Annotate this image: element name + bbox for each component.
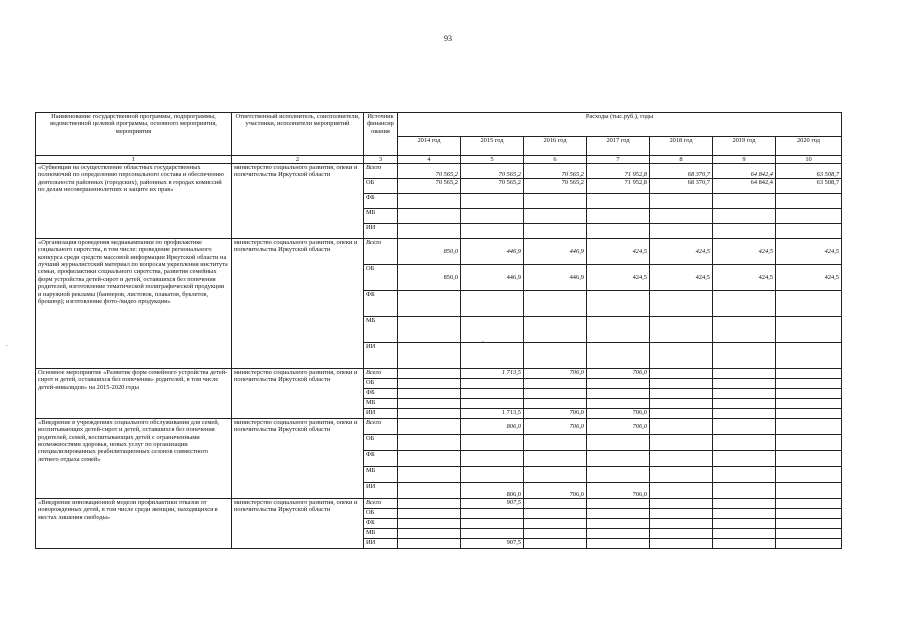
value-cell: [713, 467, 776, 483]
source-cell: Всего: [364, 239, 398, 265]
value-cell: [713, 343, 776, 369]
value-cell: [398, 209, 461, 224]
value-cell: [650, 529, 713, 539]
value-cell: [461, 435, 524, 451]
value-cell: [398, 389, 461, 399]
value-cell: 446,9: [461, 265, 524, 291]
column-number: 6: [524, 156, 587, 164]
value-cell: [461, 209, 524, 224]
header-year: 2014 год: [398, 137, 461, 156]
value-cell: [398, 419, 461, 435]
value-cell: [713, 369, 776, 379]
column-number: 9: [713, 156, 776, 164]
value-cell: [713, 509, 776, 519]
value-cell: [398, 409, 461, 419]
value-cell: [587, 389, 650, 399]
value-cell: 1 713,5: [461, 409, 524, 419]
value-cell: [398, 369, 461, 379]
block-executor: министерство социального развития, опеки и попечительства Иркутской области: [232, 419, 364, 499]
block-name: «Организация проведения медиакампании по профилактике социального сиротства, в том числе: проведение регионального конкурса среди средств массовой информации Иркутской области на лучший журналистский материал по вопросам укрепления института семьи, профилактики социального сиротства, развития семейных форм устройства детей-сирот и детей, оставшихся без попечения родителей, изготовление тематической полиграфической продукции и наружной рекламы (баннеров, листовок, плакатов, буклетов, брошюр); изготовление фото-/видео продукции»: [36, 239, 232, 369]
column-number: 7: [587, 156, 650, 164]
value-cell: 706,0: [587, 419, 650, 435]
value-cell: 70 565,2: [461, 179, 524, 194]
value-cell: [524, 209, 587, 224]
value-cell: [398, 291, 461, 317]
value-cell: [398, 435, 461, 451]
source-cell: ОБ: [364, 435, 398, 451]
value-cell: [587, 539, 650, 549]
value-cell: [398, 451, 461, 467]
value-cell: 446,9: [461, 239, 524, 265]
value-cell: 706,0: [587, 483, 650, 499]
value-cell: 68 370,7: [650, 179, 713, 194]
value-cell: [398, 467, 461, 483]
source-cell: ФБ: [364, 194, 398, 209]
value-cell: [776, 467, 842, 483]
value-cell: [776, 519, 842, 529]
block-name: «Внедрение в учреждениях социального обслуживания для семей, воспитывающих детей-сирот и детей, оставшихся без попечения родителей, семей, воспитывающих детей с ограниченными возможностями здоровья, новых услуг по организации специализированных реабилитационных сезонов совместного летнего отдыха семей»: [36, 419, 232, 499]
value-cell: [398, 509, 461, 519]
value-cell: 446,9: [524, 265, 587, 291]
header-year: 2016 год: [524, 137, 587, 156]
source-cell: ИИ: [364, 224, 398, 239]
value-cell: [587, 209, 650, 224]
value-cell: [398, 343, 461, 369]
scan-speck: .: [712, 336, 714, 344]
value-cell: [524, 519, 587, 529]
source-cell: МБ: [364, 209, 398, 224]
scan-speck: .: [6, 340, 8, 348]
value-cell: [650, 509, 713, 519]
value-cell: [650, 435, 713, 451]
value-cell: [776, 419, 842, 435]
value-cell: 424,5: [776, 265, 842, 291]
value-cell: [776, 539, 842, 549]
value-cell: [524, 399, 587, 409]
value-cell: 424,5: [650, 265, 713, 291]
value-cell: [524, 435, 587, 451]
value-cell: [713, 409, 776, 419]
value-cell: [461, 509, 524, 519]
value-cell: 71 952,8: [587, 164, 650, 179]
column-number: 5: [461, 156, 524, 164]
value-cell: [524, 529, 587, 539]
value-cell: [461, 467, 524, 483]
source-cell: ФБ: [364, 519, 398, 529]
value-cell: 64 842,4: [713, 179, 776, 194]
value-cell: [713, 529, 776, 539]
value-cell: [713, 519, 776, 529]
scan-speck: .: [482, 336, 484, 344]
header-year: 2020 год: [776, 137, 842, 156]
value-cell: [398, 399, 461, 409]
value-cell: 850,0: [398, 239, 461, 265]
column-number: 10: [776, 156, 842, 164]
block-executor: министерство социального развития, опеки и попечительства Иркутской области: [232, 239, 364, 369]
value-cell: [776, 224, 842, 239]
value-cell: [524, 509, 587, 519]
value-cell: 424,5: [587, 239, 650, 265]
value-cell: [776, 194, 842, 209]
header-expenses: Расходы (тыс.руб.), годы: [398, 113, 842, 137]
block-executor: министерство социального развития, опеки и попечительства Иркутской области: [232, 499, 364, 549]
value-cell: 424,5: [650, 239, 713, 265]
value-cell: 706,0: [524, 483, 587, 499]
value-cell: [524, 467, 587, 483]
value-cell: [461, 529, 524, 539]
value-cell: [713, 499, 776, 509]
column-number: 2: [232, 156, 364, 164]
value-cell: 70 565,2: [524, 179, 587, 194]
value-cell: [713, 399, 776, 409]
value-cell: [461, 291, 524, 317]
source-cell: ОБ: [364, 379, 398, 389]
value-cell: [776, 451, 842, 467]
value-cell: [524, 317, 587, 343]
block-name: «Субвенции на осуществление областных государственных полномочий по определению персонального состава и обеспечению деятельности районных (городских), районных в городах комиссий по делам несовершеннолетних и защите их прав»: [36, 164, 232, 239]
value-cell: 424,5: [776, 239, 842, 265]
value-cell: [713, 539, 776, 549]
value-cell: [461, 194, 524, 209]
value-cell: 70 565,2: [398, 164, 461, 179]
value-cell: [776, 379, 842, 389]
value-cell: [587, 291, 650, 317]
source-cell: ИИ: [364, 343, 398, 369]
value-cell: [650, 379, 713, 389]
value-cell: [776, 409, 842, 419]
value-cell: [776, 209, 842, 224]
value-cell: [650, 317, 713, 343]
value-cell: 850,0: [398, 265, 461, 291]
value-cell: [587, 399, 650, 409]
value-cell: [713, 483, 776, 499]
value-cell: 70 565,2: [461, 164, 524, 179]
value-cell: 706,0: [587, 369, 650, 379]
value-cell: [587, 194, 650, 209]
block-executor: министерство социального развития, опеки и попечительства Иркутской области: [232, 369, 364, 419]
header-executor: Ответственный исполнитель, соисполнители, участники, исполнители мероприятий: [232, 113, 364, 156]
source-cell: ФБ: [364, 291, 398, 317]
value-cell: 68 370,7: [650, 164, 713, 179]
value-cell: [776, 435, 842, 451]
value-cell: 64 842,4: [713, 164, 776, 179]
source-cell: МБ: [364, 399, 398, 409]
value-cell: 424,5: [587, 265, 650, 291]
source-cell: ИИ: [364, 483, 398, 499]
block-name: «Внедрение инновационной модели профилактики отказов от новорожденных детей, в том числе среди женщин, находящихся в местах лишения свободы»: [36, 499, 232, 549]
source-cell: МБ: [364, 317, 398, 343]
block-executor: министерство социального развития, опеки и попечительства Иркутской области: [232, 164, 364, 239]
value-cell: [713, 209, 776, 224]
value-cell: [524, 343, 587, 369]
value-cell: [461, 519, 524, 529]
value-cell: [524, 224, 587, 239]
value-cell: [587, 499, 650, 509]
value-cell: [398, 499, 461, 509]
value-cell: [398, 529, 461, 539]
value-cell: [776, 529, 842, 539]
value-cell: [461, 379, 524, 389]
value-cell: [524, 451, 587, 467]
value-cell: [713, 224, 776, 239]
value-cell: 806,0: [461, 483, 524, 499]
value-cell: [650, 194, 713, 209]
value-cell: 806,0: [461, 419, 524, 435]
value-cell: [650, 389, 713, 399]
source-cell: ИИ: [364, 539, 398, 549]
value-cell: [398, 194, 461, 209]
value-cell: 907,5: [461, 499, 524, 509]
value-cell: [776, 317, 842, 343]
value-cell: [713, 435, 776, 451]
value-cell: [776, 343, 842, 369]
value-cell: [524, 389, 587, 399]
value-cell: [461, 389, 524, 399]
column-number: 3: [364, 156, 398, 164]
block-name: Основное мероприятие «Развитие форм семейного устройства детей-сирот и детей, оставшихся без попечения» родителей, в том числе детей-инвалидов» на 2015-2020 годы: [36, 369, 232, 419]
value-cell: [524, 194, 587, 209]
header-source: Источник финансир ования: [364, 113, 398, 156]
value-cell: [587, 343, 650, 369]
value-cell: 71 952,8: [587, 179, 650, 194]
value-cell: [461, 317, 524, 343]
value-cell: [713, 317, 776, 343]
header-name: Наименование государственной программы, подпрограммы, ведомственной целевой программы, основного мероприятия, мероприятия: [36, 113, 232, 156]
value-cell: [650, 343, 713, 369]
value-cell: 1 713,5: [461, 369, 524, 379]
value-cell: [587, 224, 650, 239]
value-cell: [713, 451, 776, 467]
value-cell: [776, 291, 842, 317]
value-cell: [776, 499, 842, 509]
value-cell: [776, 389, 842, 399]
value-cell: 63 508,7: [776, 164, 842, 179]
value-cell: 907,5: [461, 539, 524, 549]
budget-table: [35, 112, 842, 549]
value-cell: [524, 291, 587, 317]
value-cell: [461, 343, 524, 369]
value-cell: 706,0: [524, 419, 587, 435]
value-cell: [587, 519, 650, 529]
source-cell: ИИ: [364, 409, 398, 419]
value-cell: [650, 399, 713, 409]
value-cell: 63 508,7: [776, 179, 842, 194]
value-cell: [524, 539, 587, 549]
value-cell: [398, 539, 461, 549]
column-number: 4: [398, 156, 461, 164]
value-cell: 706,0: [524, 369, 587, 379]
value-cell: 706,0: [524, 409, 587, 419]
value-cell: [587, 509, 650, 519]
value-cell: [650, 291, 713, 317]
source-cell: ФБ: [364, 451, 398, 467]
value-cell: [650, 451, 713, 467]
value-cell: [713, 379, 776, 389]
source-cell: Всего: [364, 419, 398, 435]
value-cell: [398, 483, 461, 499]
source-cell: Всего: [364, 369, 398, 379]
value-cell: [650, 409, 713, 419]
value-cell: [461, 224, 524, 239]
value-cell: [587, 379, 650, 389]
value-cell: [713, 419, 776, 435]
value-cell: [524, 379, 587, 389]
value-cell: [650, 369, 713, 379]
value-cell: 446,9: [524, 239, 587, 265]
value-cell: [713, 291, 776, 317]
value-cell: [650, 209, 713, 224]
value-cell: [650, 224, 713, 239]
value-cell: [398, 224, 461, 239]
value-cell: [776, 399, 842, 409]
value-cell: [461, 451, 524, 467]
value-cell: [776, 509, 842, 519]
column-number: 1: [36, 156, 232, 164]
value-cell: [650, 467, 713, 483]
value-cell: [776, 369, 842, 379]
value-cell: [587, 435, 650, 451]
value-cell: 70 565,2: [398, 179, 461, 194]
value-cell: [587, 317, 650, 343]
value-cell: 424,5: [713, 239, 776, 265]
value-cell: [650, 499, 713, 509]
header-year: 2017 год: [587, 137, 650, 156]
value-cell: [398, 317, 461, 343]
header-year: 2015 год: [461, 137, 524, 156]
value-cell: 70 565,2: [524, 164, 587, 179]
source-cell: Всего: [364, 164, 398, 179]
source-cell: ОБ: [364, 265, 398, 291]
value-cell: [776, 483, 842, 499]
value-cell: 706,0: [587, 409, 650, 419]
value-cell: [587, 451, 650, 467]
value-cell: [398, 379, 461, 389]
header-year: 2019 год: [713, 137, 776, 156]
value-cell: [650, 519, 713, 529]
value-cell: [461, 399, 524, 409]
header-year: 2018 год: [650, 137, 713, 156]
column-number: 8: [650, 156, 713, 164]
value-cell: [587, 529, 650, 539]
source-cell: ФБ: [364, 389, 398, 399]
source-cell: МБ: [364, 529, 398, 539]
value-cell: [650, 483, 713, 499]
source-cell: МБ: [364, 467, 398, 483]
value-cell: [650, 419, 713, 435]
value-cell: [587, 467, 650, 483]
value-cell: [650, 539, 713, 549]
value-cell: [713, 194, 776, 209]
value-cell: [524, 499, 587, 509]
value-cell: [713, 389, 776, 399]
source-cell: ОБ: [364, 179, 398, 194]
page-number: 93: [444, 34, 452, 43]
value-cell: 424,5: [713, 265, 776, 291]
source-cell: ОБ: [364, 509, 398, 519]
value-cell: [398, 519, 461, 529]
source-cell: Всего: [364, 499, 398, 509]
